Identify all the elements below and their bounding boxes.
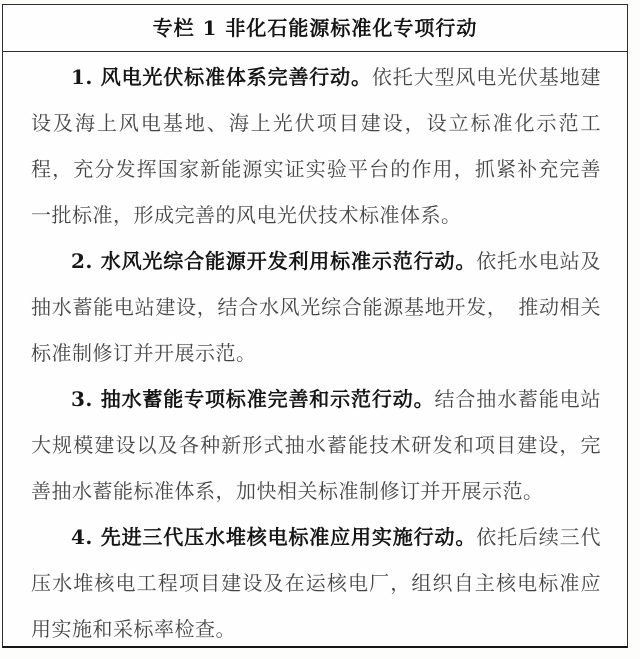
action-item-1-body: 依托大型风电光伏基地建设及海上风电基地、海上光伏项目建设，设立标准化示范工程，充分发挥国家新能源实证实验平台的作用，抓紧补充完善一批标准，形成完善的风电光伏技术标准体系。	[31, 65, 602, 227]
action-item-1-heading: 1. 风电光伏标准体系完善行动。	[71, 65, 372, 89]
column-box	[2, 4, 628, 648]
column-content	[3, 52, 627, 652]
action-item-4-heading: 4. 先进三代压水堆核电标准应用实施行动。	[71, 525, 477, 549]
action-item-2-heading: 2. 水风光综合能源开发利用标准示范行动。	[71, 249, 477, 273]
action-item-3-body: 结合抽水蓄能电站大规模建设以及各种新形式抽水蓄能技术研发和项目建设，完善抽水蓄能标准体系，加快相关标准制修订并开展示范。	[31, 387, 602, 503]
action-item-4-body: 依托后续三代压水堆核电工程项目建设及在运核电厂，组织自主核电标准应用实施和采标率检查。	[31, 525, 602, 641]
action-item-4	[31, 514, 601, 652]
action-item-2-body: 依托水电站及抽水蓄能电站建设，结合水风光综合能源基地开发， 推动相关标准制修订并开展示范。	[31, 249, 602, 365]
action-item-3-heading: 3. 抽水蓄能专项标准完善和示范行动。	[71, 387, 435, 411]
action-item-1	[31, 54, 601, 238]
column-title-bar	[3, 5, 627, 52]
column-title: 专栏 1 非化石能源标准化专项行动	[152, 16, 478, 40]
action-item-2	[31, 238, 601, 376]
action-item-3	[31, 376, 601, 514]
